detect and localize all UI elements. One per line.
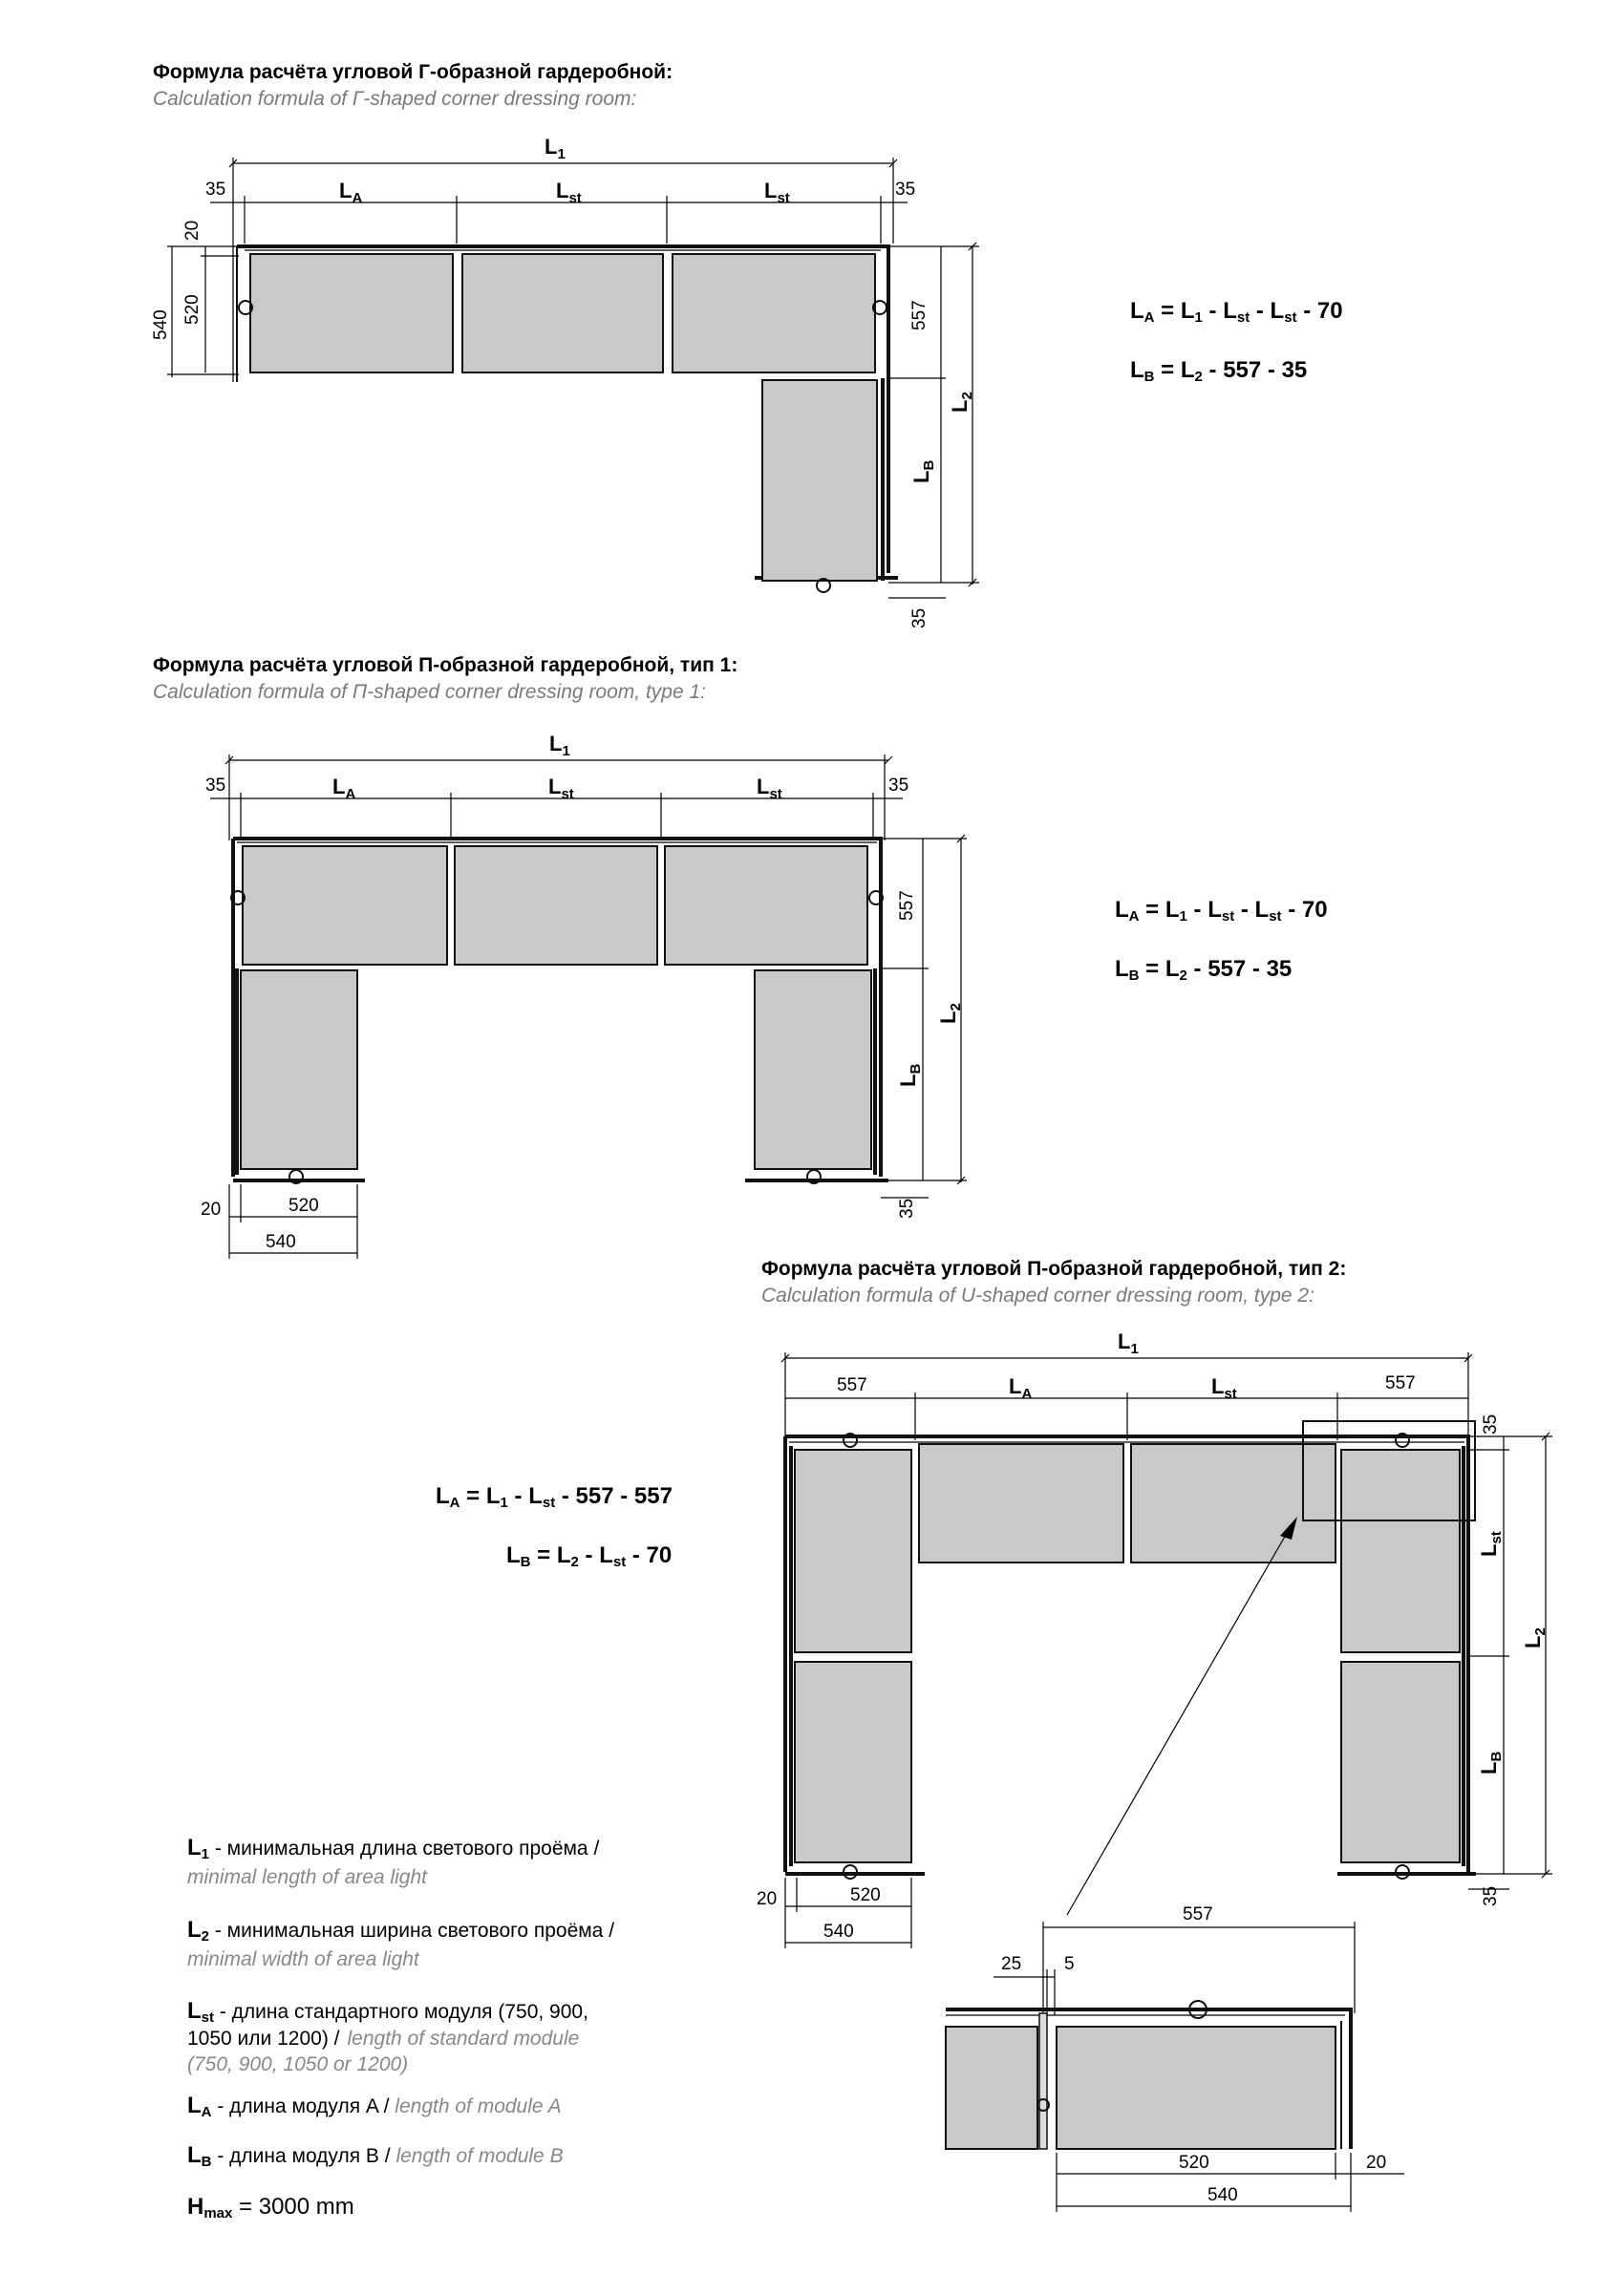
- corner-module-right-top: [1341, 1450, 1460, 1652]
- section2-title-en: Calculation formula of П-shaped corner dressing room, type 1:: [153, 681, 706, 703]
- l2-label: $L_2$: [1521, 1627, 1549, 1648]
- legend-item-lst-line2: 1050 или 1200) / length of standard module: [187, 2028, 580, 2050]
- detail-dim-557: 557: [1183, 1904, 1213, 1924]
- detail-corner-module: [1057, 2027, 1336, 2149]
- formula-lb: LB = L2 - 557 - 35: [1115, 956, 1293, 984]
- detail-view: [946, 1904, 1404, 2212]
- formula-la: LA = L1 - Lst - Lst - 70: [1130, 298, 1343, 326]
- detail-dim-25: 25: [1001, 1954, 1022, 1974]
- legend-item-l2-en: minimal width of area light: [187, 1948, 419, 1970]
- legend-item-lst-line3: (750, 900, 1050 or 1200): [187, 2053, 409, 2075]
- dim-35-right: 35: [888, 776, 909, 796]
- corner-module-left-top: [795, 1450, 911, 1652]
- dim-557: 557: [909, 300, 930, 330]
- section3-title-en: Calculation formula of U-shaped corner dressing room, type 2:: [761, 1285, 1314, 1307]
- detail-adjacent-module: [946, 2027, 1037, 2149]
- la-label: $L_A$: [339, 179, 363, 206]
- module-b: [762, 380, 877, 581]
- formula-lb: LB = L2 - Lst - 70: [506, 1542, 673, 1570]
- dim-557: 557: [897, 890, 917, 921]
- l2-label: $L_2$: [936, 1003, 964, 1024]
- legend-item-lst: Lst - длина стандартного модуля (750, 900,: [187, 1998, 588, 2026]
- module-a: [919, 1444, 1123, 1563]
- l1-label: $L_1$: [545, 135, 566, 162]
- la-label: $L_A$: [1009, 1374, 1033, 1402]
- dim-35-bottom: 35: [897, 1198, 917, 1219]
- l1-label: $L_1$: [1118, 1329, 1139, 1357]
- module-standard: [1131, 1444, 1336, 1563]
- l1-label: $L_1$: [549, 732, 570, 759]
- section-u-shaped-type2: [436, 1258, 1552, 2212]
- detail-post: [1039, 2013, 1047, 2149]
- dim-520: 520: [288, 1196, 319, 1216]
- dim-557-right: 557: [1385, 1373, 1416, 1393]
- l2-label: $L_2$: [948, 392, 975, 413]
- detail-dim-520: 520: [1179, 2153, 1209, 2173]
- callout-arrow-line: [1067, 1528, 1290, 1915]
- dim-35-bottom: 35: [909, 607, 930, 628]
- formula-lb: LB = L2 - 557 - 35: [1130, 357, 1308, 385]
- module-a: [250, 254, 453, 372]
- lst-label-vertical: $L_{st}$: [1477, 1531, 1505, 1557]
- module-b-right: [755, 970, 871, 1169]
- dim-540: 540: [151, 309, 171, 340]
- dim-35-right: 35: [895, 180, 916, 200]
- dim-35-top: 35: [1481, 1414, 1501, 1435]
- legend-item-la: LA - длина модуля A / length of module A: [187, 2093, 562, 2120]
- section-g-shaped: [151, 61, 1343, 628]
- module-standard: [462, 254, 663, 372]
- dim-557-left: 557: [837, 1375, 867, 1395]
- la-label: $L_A$: [332, 775, 356, 802]
- lb-label: $L_B$: [909, 459, 937, 483]
- formula-la: LA = L1 - Lst - Lst - 70: [1115, 897, 1328, 925]
- detail-dim-540: 540: [1207, 2185, 1238, 2205]
- section2-title-ru: Формула расчёта угловой П-образной гардеробной, тип 1:: [153, 654, 738, 676]
- dim-35-left: 35: [205, 776, 226, 796]
- lst-label: $L_{st}$: [556, 179, 582, 206]
- legend-item-lb: LB - длина модуля B / length of module B: [187, 2142, 564, 2170]
- dim-520: 520: [182, 294, 203, 325]
- lb-label: $L_B$: [896, 1063, 924, 1087]
- detail-dim-20: 20: [1366, 2153, 1387, 2173]
- lst-label: $L_{st}$: [1211, 1374, 1237, 1402]
- section-p-shaped-type1: [153, 654, 1328, 1259]
- lb-label: $L_B$: [1477, 1751, 1505, 1775]
- formula-la: LA = L1 - Lst - 557 - 557: [436, 1483, 673, 1511]
- lst-label: $L_{st}$: [548, 775, 574, 802]
- module-a: [243, 846, 447, 965]
- dim-540: 540: [823, 1922, 854, 1942]
- module-standard: [665, 846, 867, 965]
- legend: [187, 1835, 614, 2222]
- section3-title-ru: Формула расчёта угловой П-образной гардеробной, тип 2:: [761, 1258, 1347, 1280]
- legend-item-l1: L1 - минимальная длина светового проёма /: [187, 1835, 600, 1862]
- module-b-left: [795, 1662, 911, 1862]
- dim-540: 540: [266, 1232, 296, 1252]
- dim-20: 20: [757, 1889, 778, 1909]
- legend-item-l2: L2 - минимальная ширина светового проёма /: [187, 1917, 615, 1945]
- dim-35-left: 35: [205, 180, 226, 200]
- dim-20: 20: [201, 1200, 222, 1220]
- dim-20: 20: [182, 220, 203, 241]
- dim-35-bottom: 35: [1481, 1885, 1501, 1906]
- lst-label: $L_{st}$: [757, 775, 782, 802]
- lst-label: $L_{st}$: [764, 179, 790, 206]
- section1-title-en: Calculation formula of Г-shaped corner dressing room:: [153, 88, 637, 110]
- module-standard: [673, 254, 875, 372]
- module-standard: [455, 846, 657, 965]
- legend-item-l1-en: minimal length of area light: [187, 1866, 427, 1888]
- section1-title-ru: Формула расчёта угловой Г-образной гардеробной:: [153, 61, 673, 83]
- module-b-right: [1341, 1662, 1460, 1862]
- dim-520: 520: [850, 1885, 881, 1905]
- legend-hmax: Hmax = 3000 mm: [187, 2194, 354, 2222]
- module-b-left: [241, 970, 357, 1169]
- detail-dim-5: 5: [1064, 1954, 1075, 1974]
